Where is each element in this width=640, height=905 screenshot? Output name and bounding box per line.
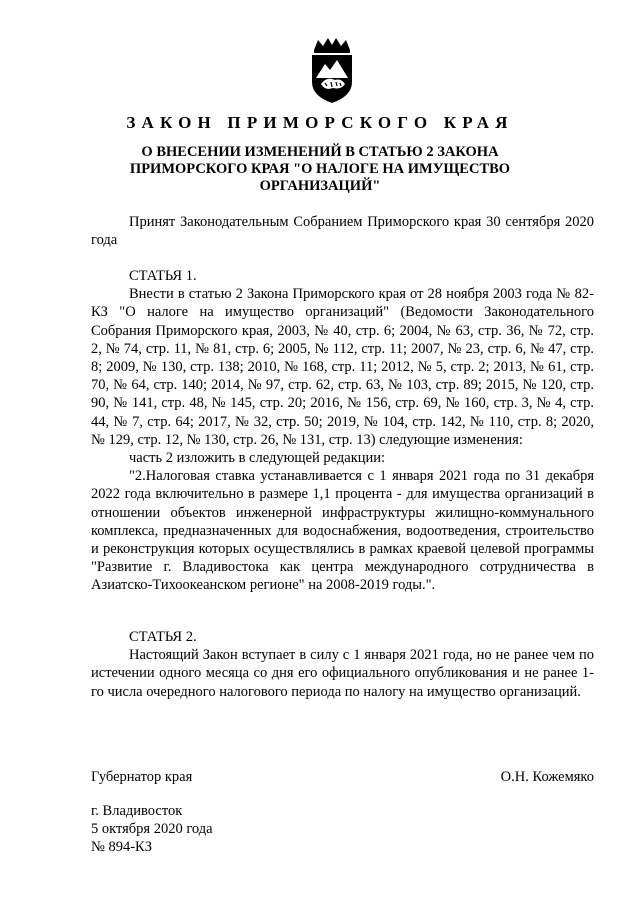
adoption-text: Принят Законодательным Собранием Приморского края 30 сентября 2020 года (91, 214, 594, 249)
article-1 (91, 267, 594, 595)
footer-number: № 894-КЗ (91, 839, 152, 855)
article-1-part: часть 2 изложить в следующей редакции: (129, 450, 386, 467)
footer-date: 5 октября 2020 года (91, 821, 213, 837)
article-2-text: Настоящий Закон вступает в силу с 1 января 2021 года, но не ранее чем по истечении одного месяца со дня его официального опубликования и не ранее 1-го числа очередного налогового периода по налогу на имущество организаций. (91, 647, 594, 700)
law-subtitle: О ВНЕСЕНИИ ИЗМЕНЕНИЙ В СТАТЬЮ 2 ЗАКОНА ПРИМОРСКОГО КРАЯ "О НАЛОГЕ НА ИМУЩЕСТВО ОРГАНИЗАЦИЙ" (129, 144, 511, 194)
article-2-heading: СТАТЬЯ 2. (129, 629, 197, 645)
article-1-intro: Внести в статью 2 Закона Приморского края от 28 ноября 2003 года № 82-КЗ "О налоге на имущество организаций" (Ведомости Законодательного Собрания Приморского края, 2003, № 40, стр. 6; 2004, № 63, стр. 36, № 72, стр. 2, № 74, стр. 11, № 81, стр. 6; 2005, № 112, стр. 11; 2007, № 23, стр. 6, № 47, стр. 8; 2009, № 130, стр. 138; 2010, № 168, стр. 11; 2012, № 5, стр. 2; 2013, № 61, стр. 70, № 64, стр. 140; 2014, № 97, стр. 62, стр. 63, № 103, стр. 89; 2015, № 120, стр. 90, № 141, стр. 48, № 145, стр. 20; 2016, № 156, стр. 69, № 160, стр. 3, № 4, стр. 44, № 7, стр. 64; 2017, № 32, стр. 50; 2019, № 104, стр. 142, № 110, стр. 8; 2020, № 129, стр. 12, № 130, стр. 26, № 131, стр. 13) следующие изменения: (91, 286, 594, 448)
law-title: ЗАКОН ПРИМОРСКОГО КРАЯ (126, 113, 514, 132)
primorsky-krai-coat-of-arms-icon (307, 38, 357, 104)
footer-city: г. Владивосток (91, 803, 183, 819)
article-2 (91, 628, 594, 701)
signature-position: Губернатор края (91, 769, 193, 785)
article-1-heading: СТАТЬЯ 1. (129, 268, 197, 284)
signature-name: О.Н. Кожемяко (500, 769, 594, 785)
article-1-quote: "2.Налоговая ставка устанавливается с 1 января 2021 года по 31 декабря 2022 года включительно в размере 1,1 процента - для имущества организаций в отношении объектов инженерной инфраструктуры жилищно-коммунального комплекса, предназначенных для водоснабжения, водоотведения, строительство и реконструкция которых осуществлялись в рамках краевой целевой программы "Развитие г. Владивостока как центра международного сотрудничества в Азиатско-Тихоокеанском регионе" на 2008-2019 годы.". (91, 468, 594, 594)
adoption-info (91, 213, 594, 249)
